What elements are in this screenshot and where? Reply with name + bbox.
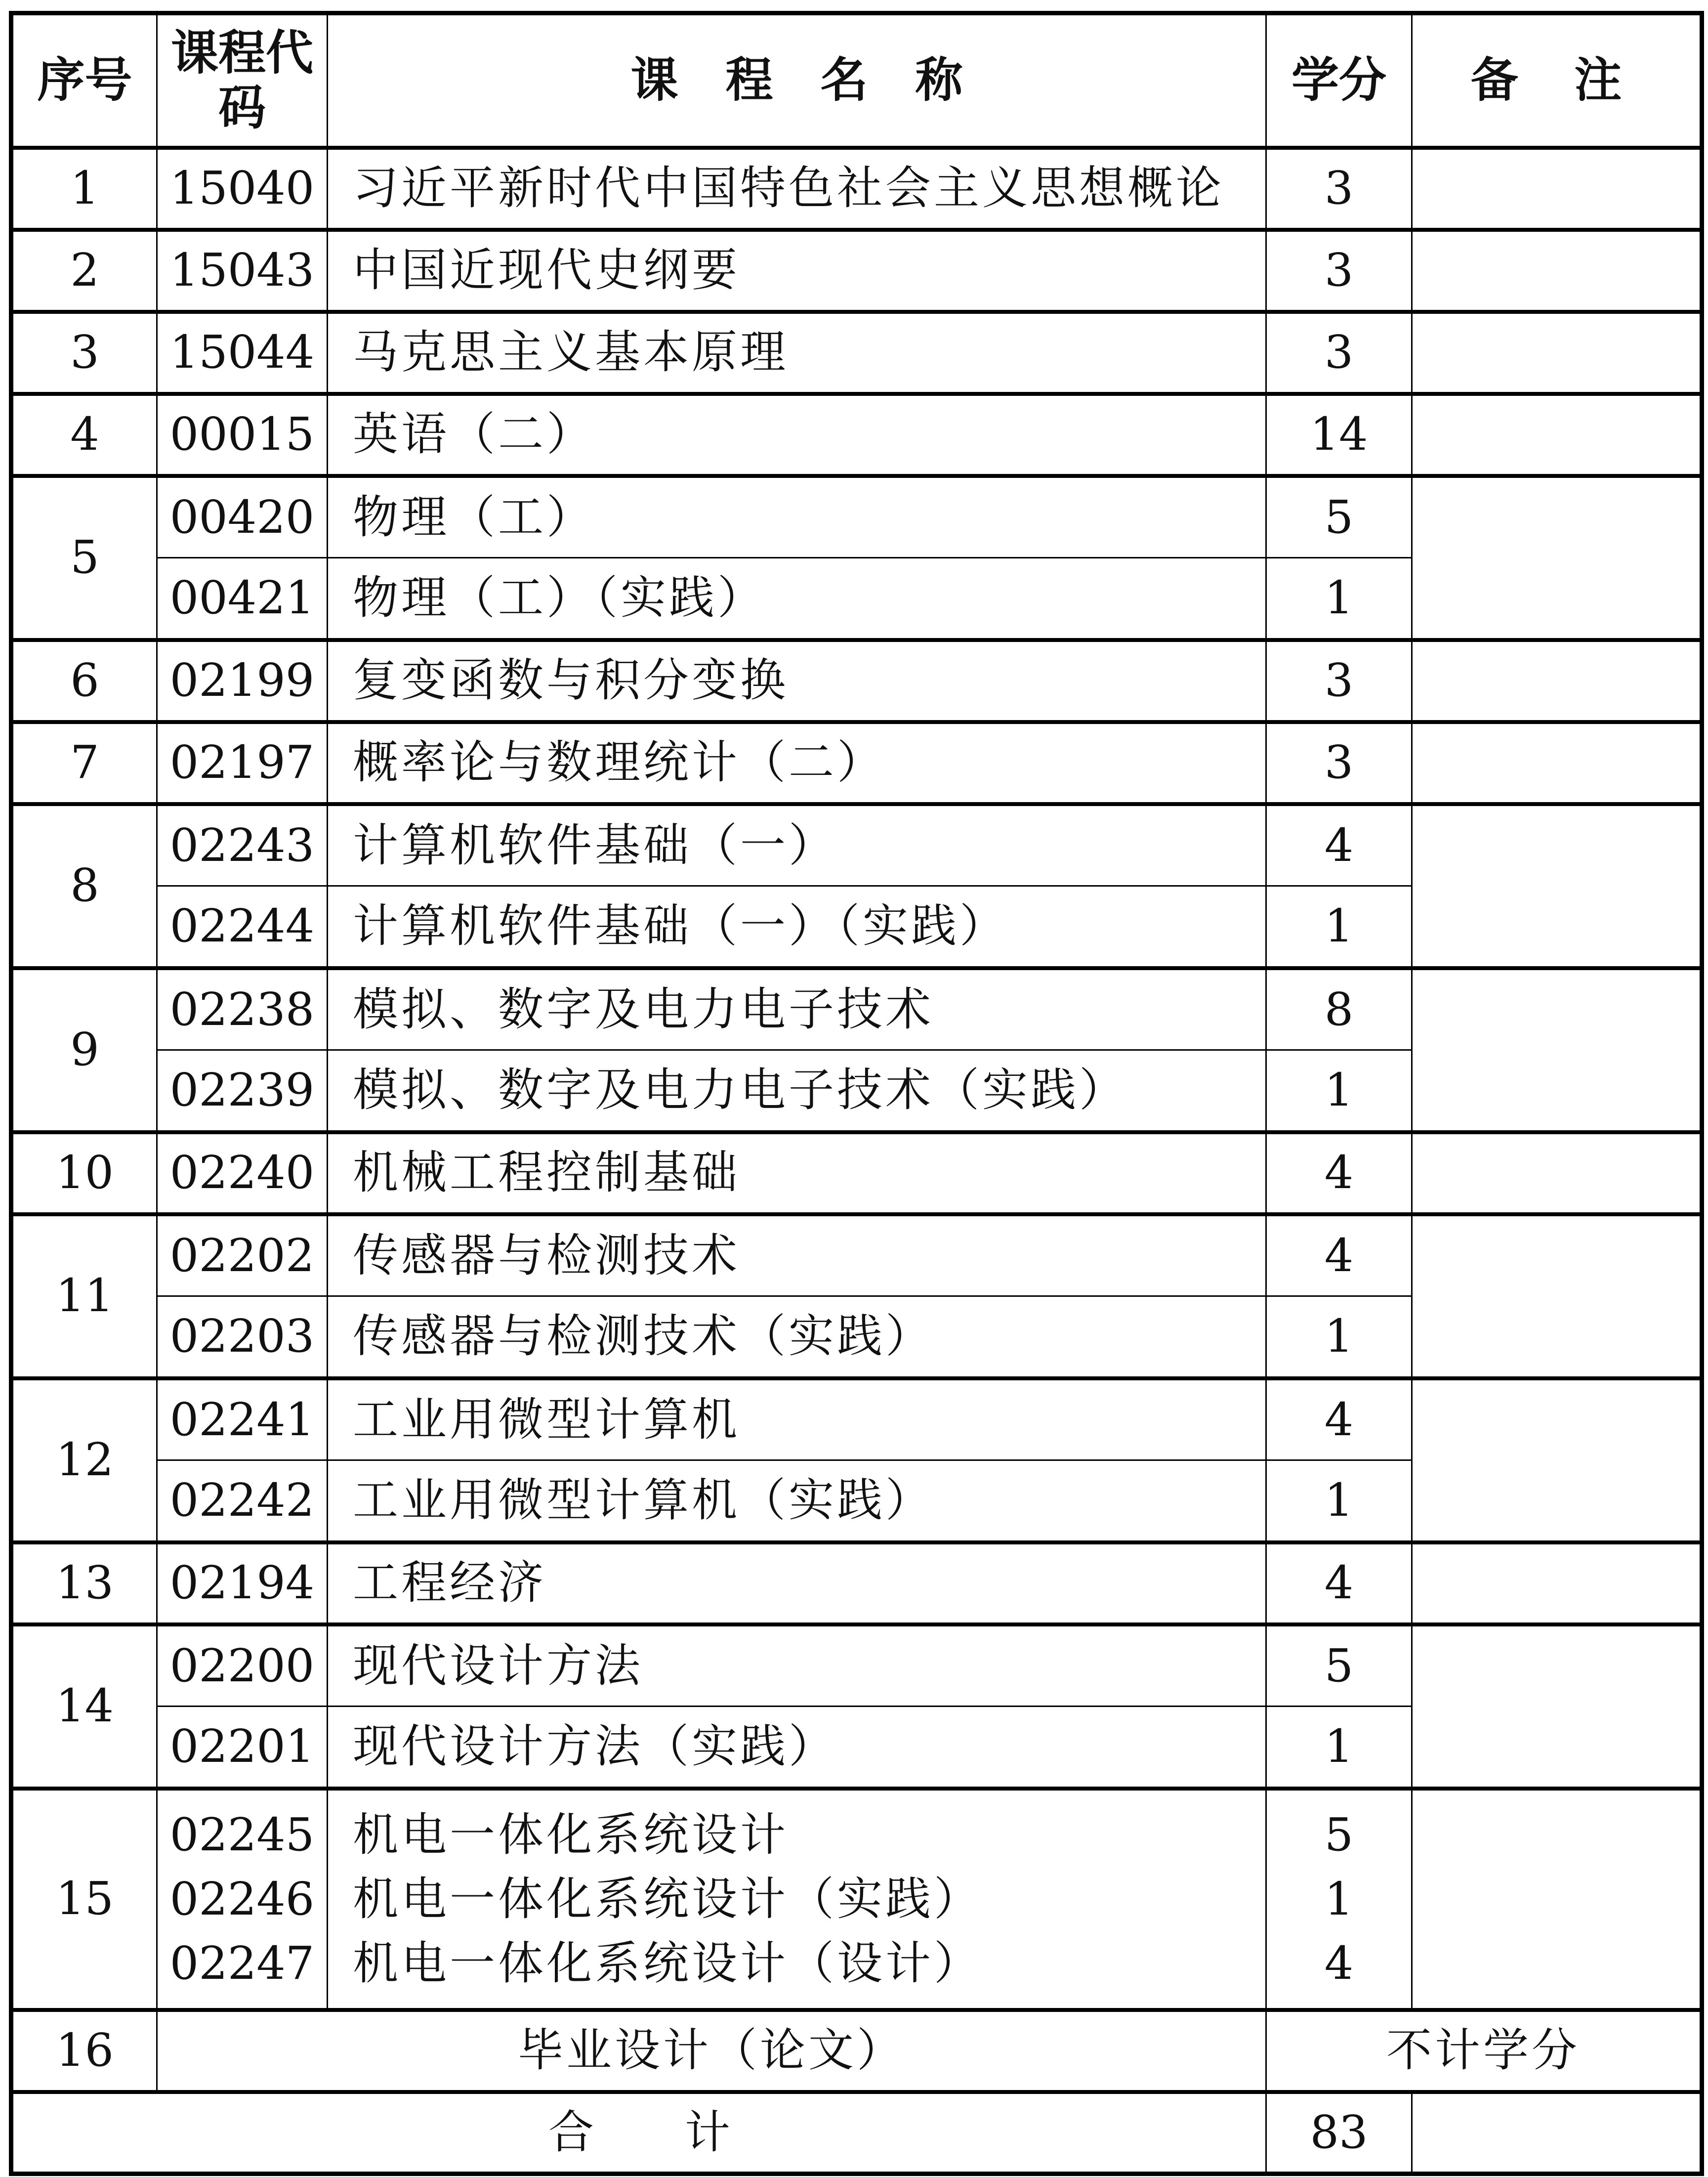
table-row [11,804,1702,886]
seq-cell: 11 [11,1214,157,1378]
course-code: 00015 [157,394,328,476]
seq-cell: 8 [11,804,157,968]
header-credit: 学分 [1266,13,1412,148]
course-credit: 1 [1266,1460,1412,1542]
course-credit: 4 [1324,1936,1354,1990]
course-credit: 5 [1266,476,1412,558]
course-name: 机电一体化系统设计（设计） [353,1936,983,1990]
course-name: 现代设计方法 [328,1624,1266,1707]
header-note: 备 注 [1412,13,1702,148]
course-code: 02202 [157,1214,328,1296]
seq-cell: 4 [11,394,157,476]
course-name: 计算机软件基础（一）（实践） [328,886,1266,968]
note-cell [1412,1624,1702,1789]
note-cell [1412,1542,1702,1624]
note-cell [1412,804,1702,968]
note-cell [1412,722,1702,804]
course-credit: 8 [1266,968,1412,1050]
header-name: 课 程 名 称 [328,13,1266,148]
course-code: 02241 [157,1378,328,1460]
table-row [11,1378,1702,1460]
seq-cell: 12 [11,1378,157,1542]
table-row [11,148,1702,230]
seq-cell: 10 [11,1132,157,1214]
course-name: 中国近现代史纲要 [328,230,1266,312]
course-credit: 3 [1266,312,1412,394]
course-name: 物理（工） [328,476,1266,558]
course-name: 计算机软件基础（一） [328,804,1266,886]
table-row [11,476,1702,558]
code-cell [157,1789,328,2010]
course-code: 15044 [157,312,328,394]
course-credit: 4 [1266,1132,1412,1214]
thesis-name: 毕业设计（论文） [157,2010,1266,2092]
course-name: 物理（工）（实践） [328,558,1266,640]
seq-cell: 6 [11,640,157,722]
course-code: 02244 [157,886,328,968]
total-label: 合 计 [11,2092,1266,2174]
course-credit: 5 [1324,1808,1354,1861]
course-code: 00421 [157,558,328,640]
thesis-row [11,2010,1702,2092]
course-name: 机电一体化系统设计（实践） [353,1872,983,1925]
course-code: 02199 [157,640,328,722]
course-code: 02246 [169,1872,315,1925]
table-row [11,312,1702,394]
course-credit: 4 [1266,1542,1412,1624]
seq-cell: 3 [11,312,157,394]
course-name: 工业用微型计算机 [328,1378,1266,1460]
note-cell [1412,1378,1702,1542]
name-cell [328,1789,1266,2010]
course-code: 02247 [169,1936,315,1990]
course-credit: 1 [1266,1296,1412,1378]
total-note [1412,2092,1702,2174]
total-credit: 83 [1266,2092,1412,2174]
table-row [11,394,1702,476]
seq-cell: 5 [11,476,157,640]
course-code: 15040 [157,148,328,230]
course-name: 机电一体化系统设计 [353,1808,789,1861]
seq-cell: 1 [11,148,157,230]
note-cell [1412,1132,1702,1214]
course-code: 02197 [157,722,328,804]
course-credit: 1 [1266,558,1412,640]
note-cell [1412,1789,1702,2010]
course-code: 02245 [169,1808,315,1861]
note-cell [1412,312,1702,394]
course-name: 工业用微型计算机（实践） [328,1460,1266,1542]
note-cell [1412,476,1702,640]
header-code: 课程代码 [157,13,328,148]
course-name: 传感器与检测技术（实践） [328,1296,1266,1378]
course-credit: 1 [1266,1050,1412,1132]
course-credit: 3 [1266,230,1412,312]
table-row [11,722,1702,804]
table-row [11,968,1702,1050]
course-credit: 3 [1266,640,1412,722]
table-row [11,1214,1702,1296]
course-credit: 4 [1266,1214,1412,1296]
course-name: 习近平新时代中国特色社会主义思想概论 [328,148,1266,230]
note-cell [1412,230,1702,312]
course-table [9,11,1704,2176]
table-row [11,1542,1702,1624]
note-cell [1412,394,1702,476]
course-name: 机械工程控制基础 [328,1132,1266,1214]
note-cell [1412,640,1702,722]
course-code: 02239 [157,1050,328,1132]
course-credit: 1 [1266,886,1412,968]
course-credit: 1 [1266,1707,1412,1789]
total-row [11,2092,1702,2174]
course-credit: 3 [1266,148,1412,230]
seq-cell: 7 [11,722,157,804]
course-credit: 1 [1324,1872,1354,1925]
course-code: 02242 [157,1460,328,1542]
course-credit: 5 [1266,1624,1412,1707]
course-code: 15043 [157,230,328,312]
thesis-credit: 不计学分 [1266,2010,1702,2092]
course-code: 00420 [157,476,328,558]
course-code: 02200 [157,1624,328,1707]
note-cell [1412,968,1702,1132]
course-code: 02238 [157,968,328,1050]
note-cell [1412,148,1702,230]
note-cell [1412,1214,1702,1378]
seq-cell: 13 [11,1542,157,1624]
course-name: 概率论与数理统计（二） [328,722,1266,804]
course-credit: 4 [1266,804,1412,886]
seq-cell: 9 [11,968,157,1132]
course-name: 复变函数与积分变换 [328,640,1266,722]
course-name: 英语（二） [328,394,1266,476]
table-row [11,640,1702,722]
table-row [11,1132,1702,1214]
course-code: 02240 [157,1132,328,1214]
course-name: 模拟、数字及电力电子技术（实践） [328,1050,1266,1132]
table-row [11,1789,1702,2010]
course-code: 02203 [157,1296,328,1378]
course-credit: 3 [1266,722,1412,804]
course-name: 工程经济 [328,1542,1266,1624]
course-name: 传感器与检测技术 [328,1214,1266,1296]
table-row [11,230,1702,312]
course-name: 现代设计方法（实践） [328,1707,1266,1789]
course-name: 马克思主义基本原理 [328,312,1266,394]
seq-cell: 16 [11,2010,157,2092]
seq-cell: 14 [11,1624,157,1789]
seq-cell: 2 [11,230,157,312]
course-code: 02201 [157,1707,328,1789]
course-credit: 4 [1266,1378,1412,1460]
header-seq: 序号 [11,13,157,148]
course-name: 模拟、数字及电力电子技术 [328,968,1266,1050]
table-row [11,1624,1702,1707]
credit-cell [1266,1789,1412,2010]
course-code: 02194 [157,1542,328,1624]
seq-cell: 15 [11,1789,157,2010]
course-code: 02243 [157,804,328,886]
course-credit: 14 [1266,394,1412,476]
